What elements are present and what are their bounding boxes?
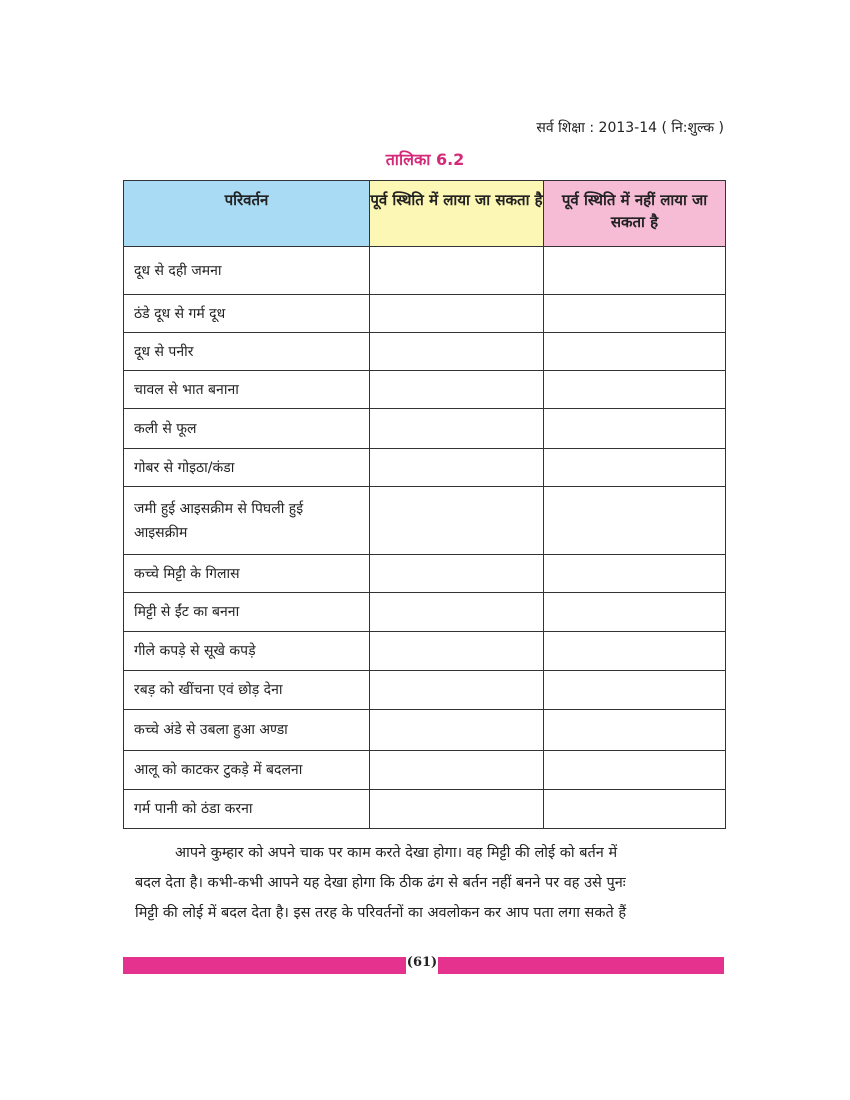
irreversible-cell[interactable]	[544, 751, 726, 790]
reversible-cell[interactable]	[370, 751, 544, 790]
row-label: कच्चे अंडे से उबला हुआ अण्डा	[124, 710, 370, 751]
table-row	[124, 671, 726, 710]
row-label: मिट्टी से ईंट का बनना	[124, 593, 370, 632]
irreversible-cell[interactable]	[544, 295, 726, 333]
irreversible-cell[interactable]	[544, 409, 726, 449]
table-row	[124, 487, 726, 555]
table-row	[124, 555, 726, 593]
header-irreversible: पूर्व स्थिति में नहीं लाया जा सकता है	[544, 181, 726, 247]
reversible-cell[interactable]	[370, 555, 544, 593]
row-label: कच्चे मिट्टी के गिलास	[124, 555, 370, 593]
reversible-cell[interactable]	[370, 333, 544, 371]
irreversible-cell[interactable]	[544, 632, 726, 671]
row-label: आलू को काटकर टुकड़े में बदलना	[124, 751, 370, 790]
irreversible-cell[interactable]	[544, 487, 726, 555]
table-row	[124, 449, 726, 487]
row-label: कली से फूल	[124, 409, 370, 449]
table-title: तालिका 6.2	[385, 150, 465, 169]
row-label: ठंडे दूध से गर्म दूध	[124, 295, 370, 333]
irreversible-cell[interactable]	[544, 333, 726, 371]
irreversible-cell[interactable]	[544, 710, 726, 751]
table-row	[124, 710, 726, 751]
table-row	[124, 371, 726, 409]
row-label: गीले कपड़े से सूखे कपड़े	[124, 632, 370, 671]
row-label: चावल से भात बनाना	[124, 371, 370, 409]
irreversible-cell[interactable]	[544, 449, 726, 487]
reversible-cell[interactable]	[370, 710, 544, 751]
irreversible-cell[interactable]	[544, 593, 726, 632]
table-header-row	[124, 181, 726, 247]
body-paragraph	[135, 838, 725, 928]
table-row	[124, 295, 726, 333]
footer-bar-left	[123, 957, 406, 974]
irreversible-cell[interactable]	[544, 790, 726, 829]
row-label: जमी हुई आइसक्रीम से पिघली हुई आइसक्रीम	[124, 487, 370, 555]
table-row	[124, 632, 726, 671]
row-label: गोबर से गोइठा/कंडा	[124, 449, 370, 487]
paragraph-line: आपने कुम्हार को अपने चाक पर काम करते देखा होगा। वह मिट्टी की लोई को बर्तन में	[175, 845, 618, 861]
reversible-cell[interactable]	[370, 593, 544, 632]
table-row	[124, 790, 726, 829]
irreversible-cell[interactable]	[544, 247, 726, 295]
page-number: (61)	[406, 955, 438, 970]
irreversible-cell[interactable]	[544, 555, 726, 593]
paragraph-line: बदल देता है। कभी-कभी आपने यह देखा होगा कि ठीक ढंग से बर्तन नहीं बनने पर वह उसे पुनः	[135, 875, 626, 891]
table-row	[124, 593, 726, 632]
reversible-cell[interactable]	[370, 790, 544, 829]
header-change: परिवर्तन	[124, 181, 370, 247]
reversible-cell[interactable]	[370, 295, 544, 333]
irreversible-cell[interactable]	[544, 371, 726, 409]
irreversible-cell[interactable]	[544, 671, 726, 710]
header-reversible: पूर्व स्थिति में लाया जा सकता है	[370, 181, 544, 247]
reversible-cell[interactable]	[370, 487, 544, 555]
row-label: रबड़ को खींचना एवं छोड़ देना	[124, 671, 370, 710]
paragraph-line: मिट्टी की लोई में बदल देता है। इस तरह के परिवर्तनों का अवलोकन कर आप पता लगा सकते हैं	[135, 905, 627, 921]
row-label: दूध से पनीर	[124, 333, 370, 371]
table-row	[124, 333, 726, 371]
header-note: सर्व शिक्षा : 2013-14 ( नि:शुल्क )	[536, 120, 724, 136]
reversible-cell[interactable]	[370, 632, 544, 671]
table-row	[124, 409, 726, 449]
reversible-cell[interactable]	[370, 409, 544, 449]
table-row	[124, 751, 726, 790]
change-table	[123, 180, 726, 829]
footer-bar-right	[438, 957, 724, 974]
row-label: गर्म पानी को ठंडा करना	[124, 790, 370, 829]
reversible-cell[interactable]	[370, 371, 544, 409]
row-label: दूध से दही जमना	[124, 247, 370, 295]
table-row	[124, 247, 726, 295]
reversible-cell[interactable]	[370, 449, 544, 487]
reversible-cell[interactable]	[370, 247, 544, 295]
reversible-cell[interactable]	[370, 671, 544, 710]
